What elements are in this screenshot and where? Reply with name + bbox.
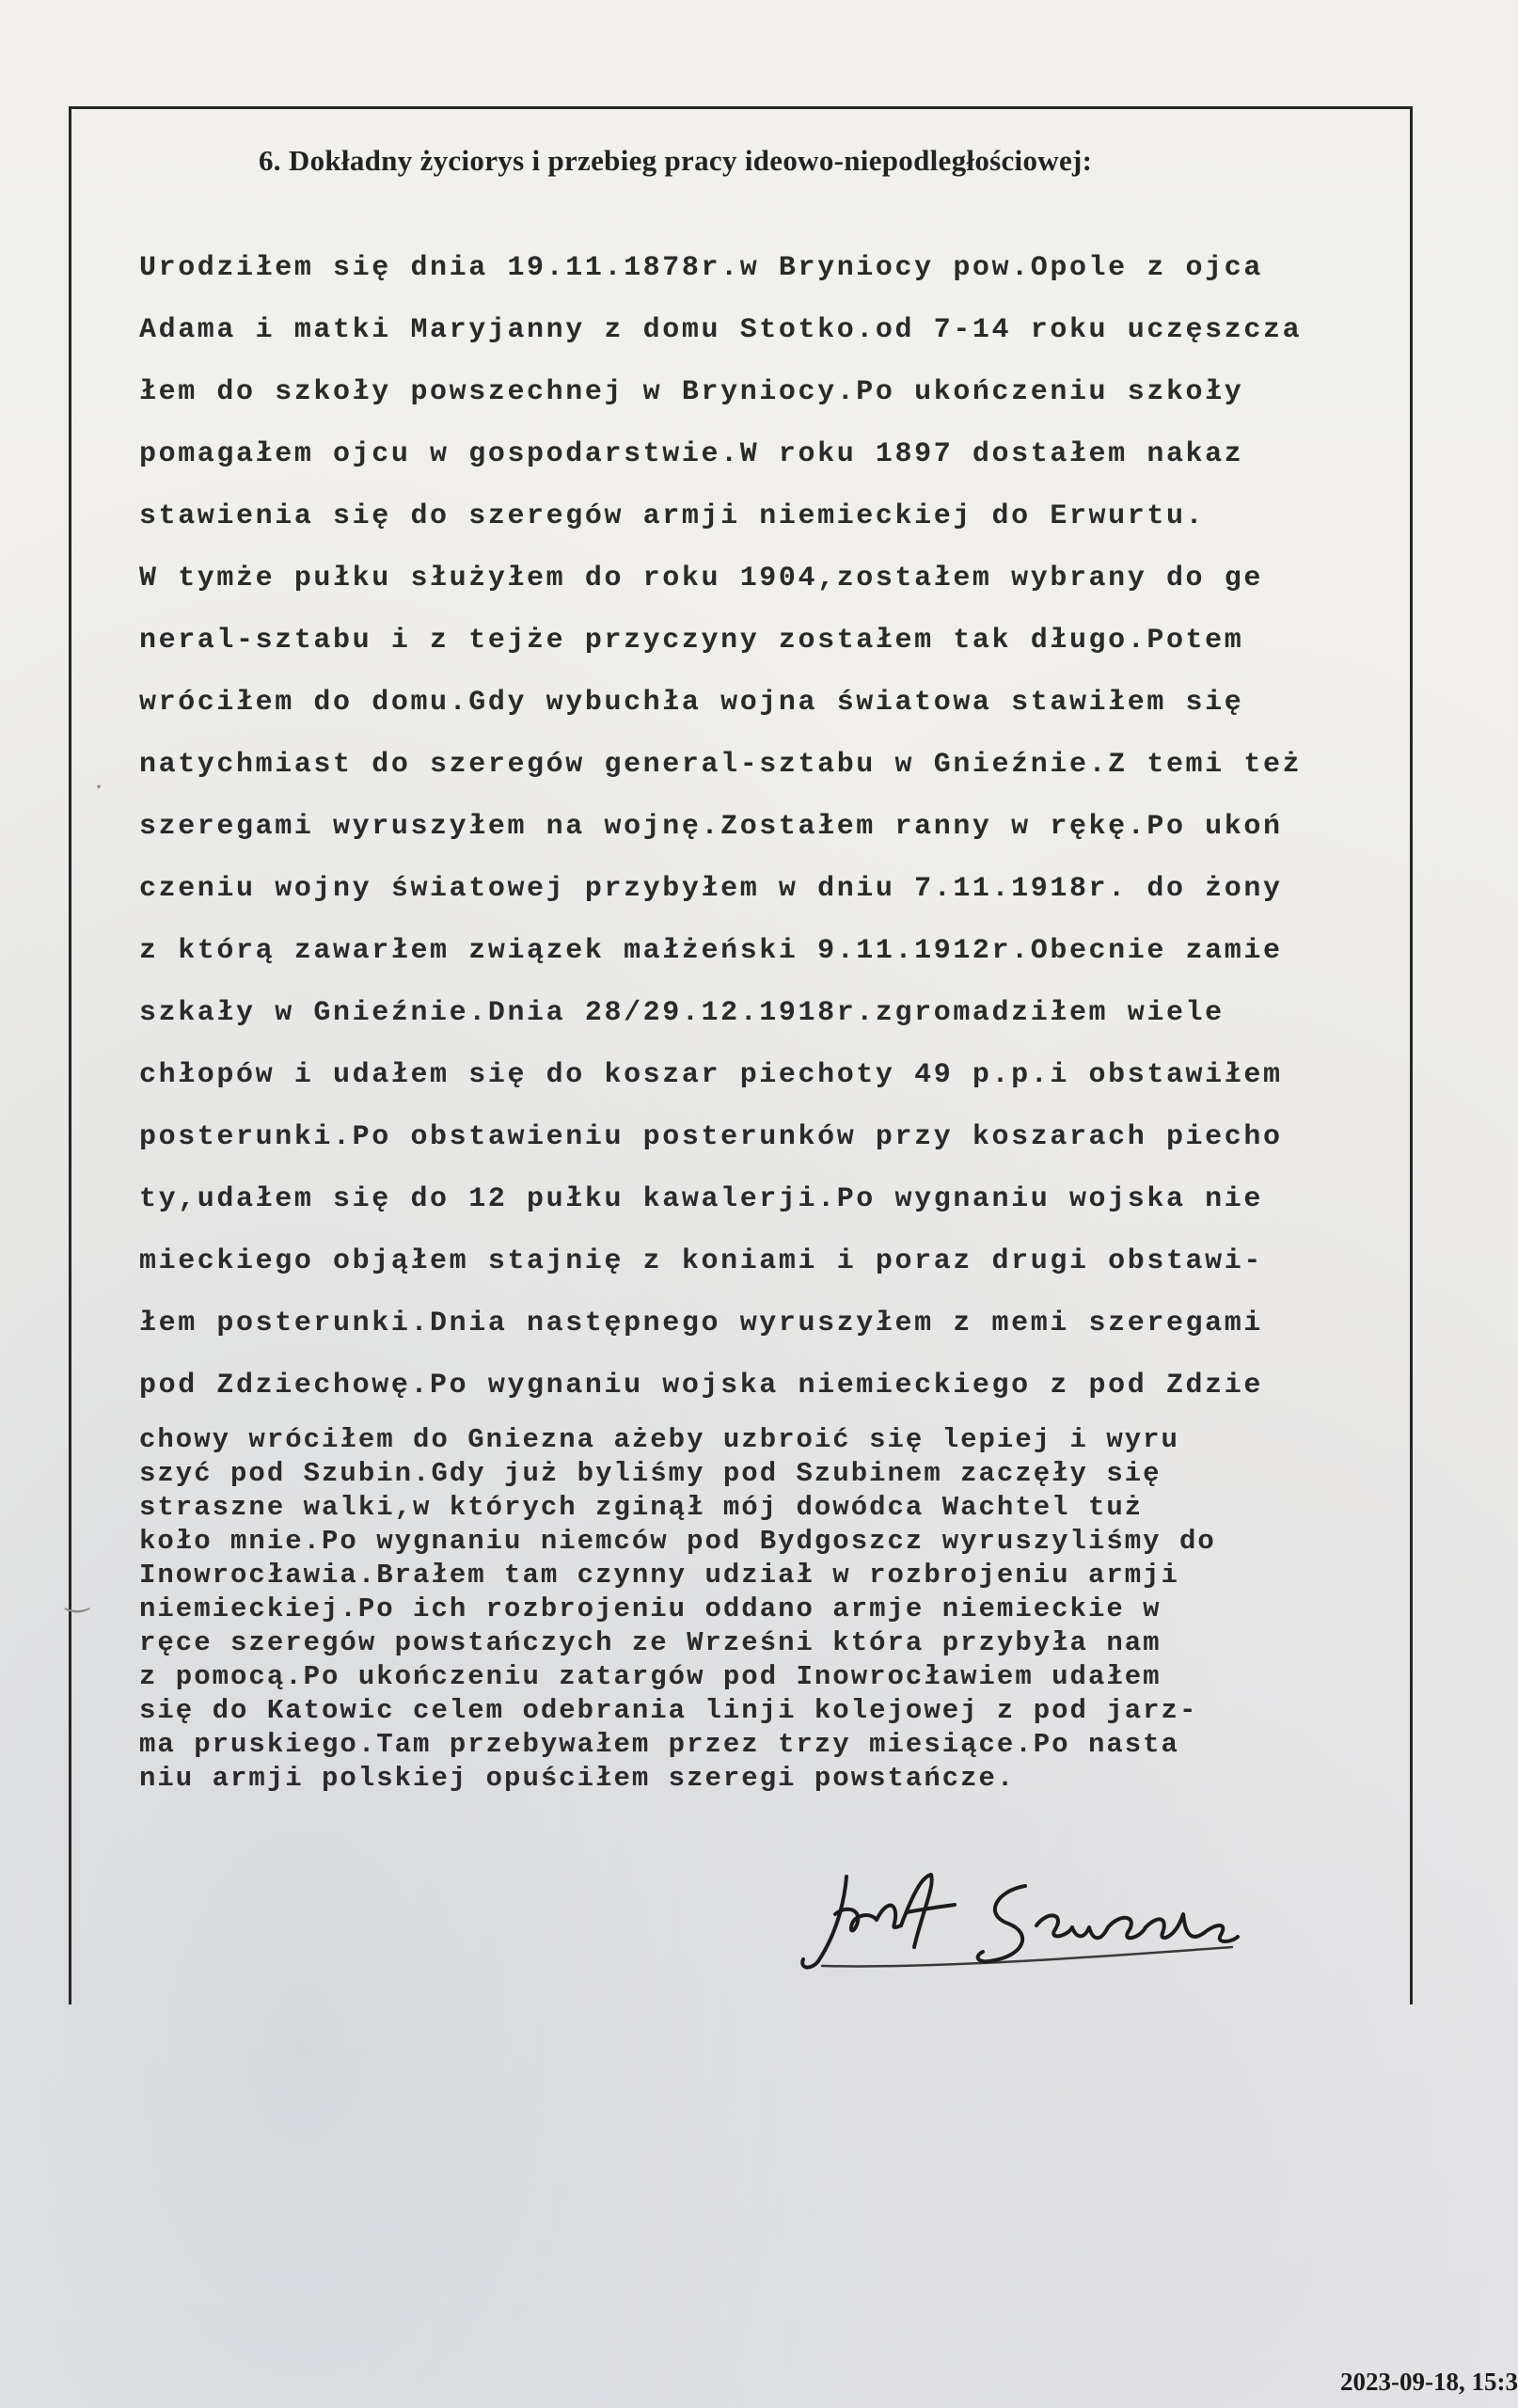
typed-line: niemieckiej.Po ich rozbrojeniu oddano armje niemieckie w (139, 1593, 1162, 1624)
typed-line: czeniu wojny światowej przybyłem w dniu 7.11.1918r. do żony (139, 873, 1283, 905)
typed-line: chłopów i udałem się do koszar piechoty 49 p.p.i obstawiłem (139, 1059, 1283, 1091)
typed-line: niu armji polskiej opuściłem szeregi powstańcze. (139, 1763, 1016, 1794)
margin-mark: ‿ (66, 1581, 89, 1612)
photo-timestamp: 2023-09-18, 15:3 (1340, 2368, 1518, 2396)
handwritten-signature (790, 1858, 1241, 1980)
margin-mark: · (94, 771, 103, 802)
typed-line: ma pruskiego.Tam przebywałem przez trzy miesiące.Po nasta (139, 1729, 1179, 1760)
typed-line: mieckiego objąłem stajnię z koniami i poraz drugi obstawi- (139, 1245, 1263, 1277)
typed-line: koło mnie.Po wygnaniu niemców pod Bydgoszcz wyruszyliśmy do (139, 1526, 1216, 1557)
typed-line: wróciłem do domu.Gdy wybuchła wojna światowa stawiłem się (139, 687, 1244, 719)
typed-line: chowy wróciłem do Gniezna ażeby uzbroić się lepiej i wyru (139, 1424, 1179, 1455)
typed-line: ty,udałem się do 12 pułku kawalerji.Po wygnaniu wojska nie (139, 1183, 1263, 1215)
typed-line: łem posterunki.Dnia następnego wyruszyłem z memi szeregami (139, 1307, 1263, 1339)
typed-line: pod Zdziechowę.Po wygnaniu wojska niemieckiego z pod Zdzie (139, 1370, 1263, 1402)
typed-line: łem do szkoły powszechnej w Bryniocy.Po ukończeniu szkoły (139, 376, 1244, 408)
typed-line: Adama i matki Maryjanny z domu Stotko.od 7-14 roku uczęszcza (139, 314, 1303, 346)
typed-line: z którą zawarłem związek małżeński 9.11.1912r.Obecnie zamie (139, 935, 1283, 967)
section-heading: 6. Dokładny życiorys i przebieg pracy ideowo-niepodległościowej: (259, 144, 1093, 177)
typed-line: szyć pod Szubin.Gdy już byliśmy pod Szubinem zaczęły się (139, 1458, 1162, 1489)
typed-line: stawienia się do szeregów armji niemieckiej do Erwurtu. (139, 500, 1206, 532)
typed-line: szkały w Gnieźnie.Dnia 28/29.12.1918r.zgromadziłem wiele (139, 997, 1225, 1029)
typed-line: W tymże pułku służyłem do roku 1904,zostałem wybrany do ge (139, 562, 1263, 594)
typed-line: neral-sztabu i z tejże przyczyny zostałem tak długo.Potem (139, 625, 1244, 657)
typed-line: Inowrocławia.Brałem tam czynny udział w rozbrojeniu armji (139, 1560, 1179, 1591)
typed-line: pomagałem ojcu w gospodarstwie.W roku 1897 dostałem nakaz (139, 438, 1244, 470)
typed-line: ręce szeregów powstańczych ze Wrześni która przybyła nam (139, 1627, 1162, 1658)
typed-line: posterunki.Po obstawieniu posterunków przy koszarach piecho (139, 1121, 1283, 1153)
typed-line: natychmiast do szeregów general-sztabu w Gnieźnie.Z temi też (139, 749, 1303, 781)
typed-line: szeregami wyruszyłem na wojnę.Zostałem ranny w rękę.Po ukoń (139, 811, 1283, 843)
typed-line: się do Katowic celem odebrania linji kolejowej z pod jarz- (139, 1695, 1198, 1726)
typed-line: Urodziłem się dnia 19.11.1878r.w Bryniocy pow.Opole z ojca (139, 252, 1263, 284)
typed-line: z pomocą.Po ukończeniu zatargów pod Inowrocławiem udałem (139, 1661, 1162, 1692)
typed-line: straszne walki,w których zginął mój dowódca Wachtel tuż (139, 1492, 1144, 1523)
